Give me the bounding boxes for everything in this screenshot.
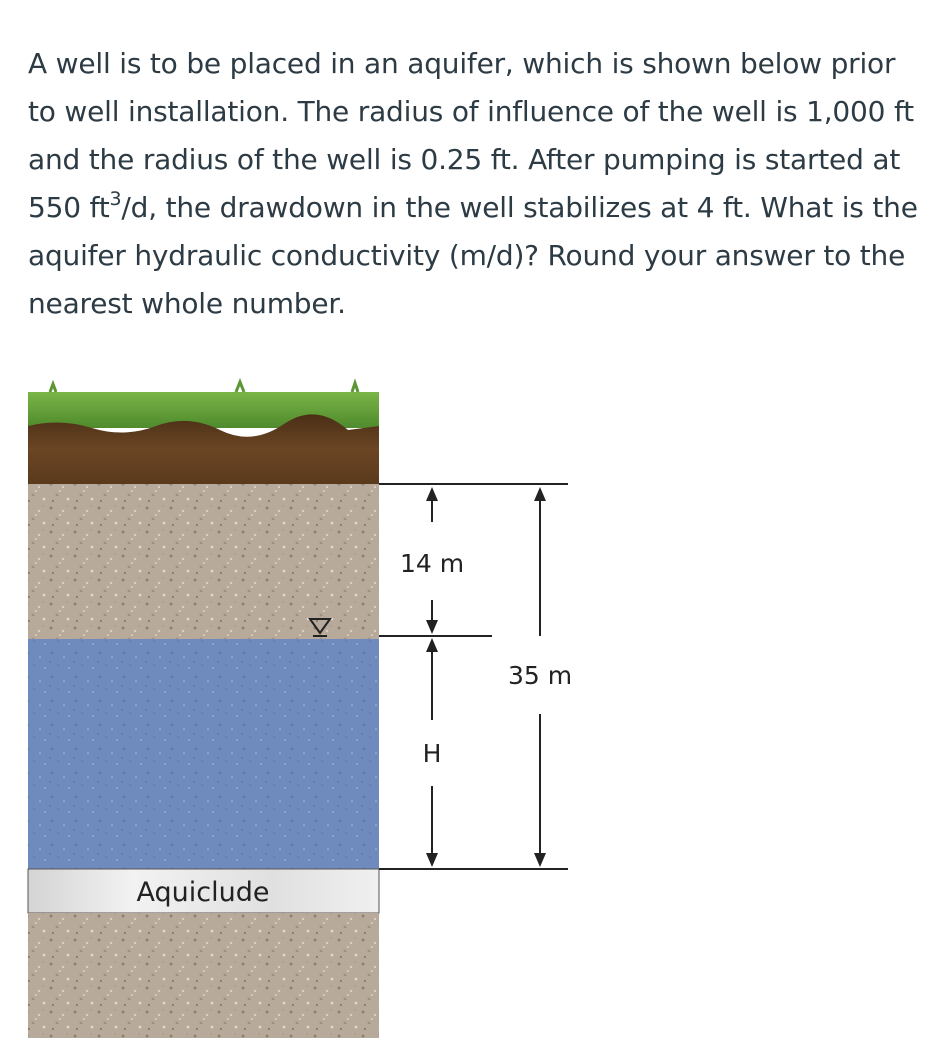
aquiclude-label: Aquiclude [136, 877, 270, 908]
question-text-part1: A well is to be placed in an aquifer, which is shown below prior to well installation. The radius of influence of the well is 1,000 ft and the radius of the well is 0.25 ft. After pumping is started at 550 ft [28, 47, 914, 224]
aquifer-layer [28, 639, 379, 869]
dimension-H-label: H [422, 739, 442, 768]
bottom-gravel-layer [28, 913, 379, 1038]
question-text-part2: /d, the drawdown in the well stabilizes at 4 ft. What is the aquifer hydraulic conductivity (m/d)? Round your answer to the nearest whole number. [28, 191, 918, 320]
dimension-35m-label: 35 m [507, 661, 573, 690]
dimension-14m-label: 14 m [399, 549, 465, 578]
cubic-superscript: 3 [109, 187, 122, 210]
unsaturated-gravel-layer [28, 484, 379, 639]
